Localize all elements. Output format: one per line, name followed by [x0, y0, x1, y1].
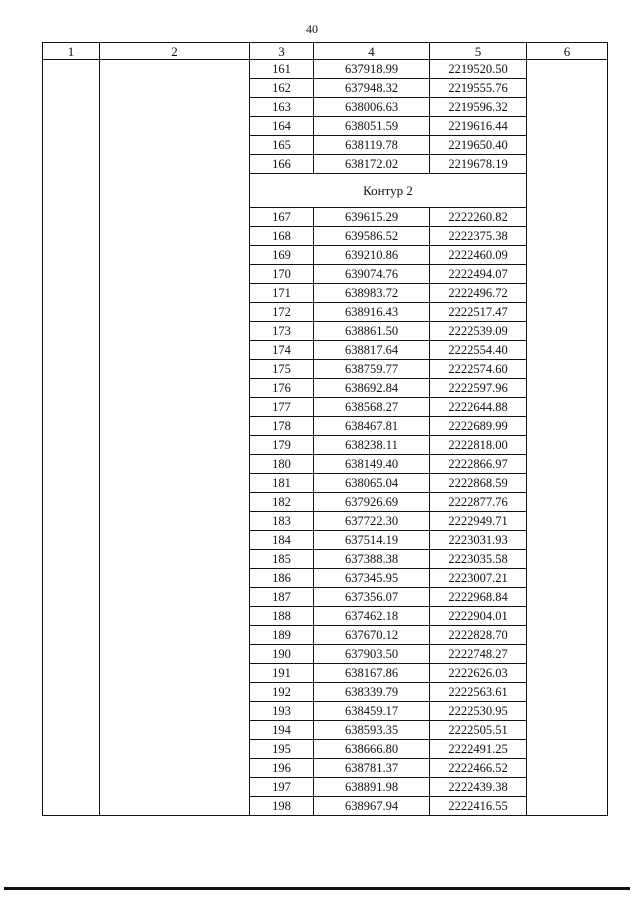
y-coordinate-cell: 2222904.01 — [430, 607, 527, 626]
point-number-cell: 173 — [250, 322, 314, 341]
coordinates-table — [42, 42, 608, 816]
point-number-cell: 175 — [250, 360, 314, 379]
y-coordinate-cell: 2222375.38 — [430, 227, 527, 246]
x-coordinate-cell: 639586.52 — [314, 227, 430, 246]
table-row — [43, 60, 608, 79]
x-coordinate-cell: 638781.37 — [314, 759, 430, 778]
column-header-2: 2 — [100, 43, 250, 60]
y-coordinate-cell: 2222949.71 — [430, 512, 527, 531]
x-coordinate-cell: 638065.04 — [314, 474, 430, 493]
y-coordinate-cell: 2222554.40 — [430, 341, 527, 360]
x-coordinate-cell: 637722.30 — [314, 512, 430, 531]
page-number: 40 — [306, 22, 318, 36]
y-coordinate-cell: 2222626.03 — [430, 664, 527, 683]
y-coordinate-cell: 2222460.09 — [430, 246, 527, 265]
bottom-rule — [4, 887, 630, 890]
point-number-cell: 197 — [250, 778, 314, 797]
y-coordinate-cell: 2222818.00 — [430, 436, 527, 455]
point-number-cell: 187 — [250, 588, 314, 607]
header-row — [43, 43, 608, 60]
x-coordinate-cell: 638967.94 — [314, 797, 430, 816]
column-header-4: 4 — [314, 43, 430, 60]
point-number-cell: 183 — [250, 512, 314, 531]
contour-label: Контур 2 — [250, 174, 527, 208]
column-header-3: 3 — [250, 43, 314, 60]
y-coordinate-cell: 2222563.61 — [430, 683, 527, 702]
y-coordinate-cell: 2223035.58 — [430, 550, 527, 569]
y-coordinate-cell: 2222416.55 — [430, 797, 527, 816]
y-coordinate-cell: 2222748.27 — [430, 645, 527, 664]
point-number-cell: 184 — [250, 531, 314, 550]
point-number-cell: 191 — [250, 664, 314, 683]
point-number-cell: 186 — [250, 569, 314, 588]
x-coordinate-cell: 638759.77 — [314, 360, 430, 379]
x-coordinate-cell: 638119.78 — [314, 136, 430, 155]
y-coordinate-cell: 2219650.40 — [430, 136, 527, 155]
point-number-cell: 172 — [250, 303, 314, 322]
y-coordinate-cell: 2222574.60 — [430, 360, 527, 379]
point-number-cell: 188 — [250, 607, 314, 626]
point-number-cell: 196 — [250, 759, 314, 778]
point-number-cell: 185 — [250, 550, 314, 569]
column-header-1: 1 — [43, 43, 100, 60]
point-number-cell: 163 — [250, 98, 314, 117]
y-coordinate-cell: 2222868.59 — [430, 474, 527, 493]
y-coordinate-cell: 2223031.93 — [430, 531, 527, 550]
point-number-cell: 176 — [250, 379, 314, 398]
y-coordinate-cell: 2222644.88 — [430, 398, 527, 417]
x-coordinate-cell: 639210.86 — [314, 246, 430, 265]
y-coordinate-cell: 2222517.47 — [430, 303, 527, 322]
y-coordinate-cell: 2222491.25 — [430, 740, 527, 759]
x-coordinate-cell: 638149.40 — [314, 455, 430, 474]
point-number-cell: 195 — [250, 740, 314, 759]
x-coordinate-cell: 639074.76 — [314, 265, 430, 284]
point-number-cell: 179 — [250, 436, 314, 455]
column-header-6: 6 — [527, 43, 608, 60]
x-coordinate-cell: 638238.11 — [314, 436, 430, 455]
point-number-cell: 167 — [250, 208, 314, 227]
point-number-cell: 166 — [250, 155, 314, 174]
point-number-cell: 171 — [250, 284, 314, 303]
table-body — [43, 60, 608, 816]
y-coordinate-cell: 2219520.50 — [430, 60, 527, 79]
point-number-cell: 182 — [250, 493, 314, 512]
y-coordinate-cell: 2222968.84 — [430, 588, 527, 607]
y-coordinate-cell: 2219555.76 — [430, 79, 527, 98]
x-coordinate-cell: 637388.38 — [314, 550, 430, 569]
y-coordinate-cell: 2222466.52 — [430, 759, 527, 778]
point-number-cell: 181 — [250, 474, 314, 493]
y-coordinate-cell: 2219616.44 — [430, 117, 527, 136]
point-number-cell: 162 — [250, 79, 314, 98]
x-coordinate-cell: 637926.69 — [314, 493, 430, 512]
point-number-cell: 165 — [250, 136, 314, 155]
x-coordinate-cell: 637948.32 — [314, 79, 430, 98]
x-coordinate-cell: 638339.79 — [314, 683, 430, 702]
y-coordinate-cell: 2222866.97 — [430, 455, 527, 474]
x-coordinate-cell: 638006.63 — [314, 98, 430, 117]
point-number-cell: 177 — [250, 398, 314, 417]
x-coordinate-cell: 637670.12 — [314, 626, 430, 645]
point-number-cell: 169 — [250, 246, 314, 265]
point-number-cell: 178 — [250, 417, 314, 436]
x-coordinate-cell: 638459.17 — [314, 702, 430, 721]
x-coordinate-cell: 638817.64 — [314, 341, 430, 360]
point-number-cell: 180 — [250, 455, 314, 474]
x-coordinate-cell: 637918.99 — [314, 60, 430, 79]
column-2-cell — [100, 60, 250, 816]
x-coordinate-cell: 637903.50 — [314, 645, 430, 664]
x-coordinate-cell: 637462.18 — [314, 607, 430, 626]
y-coordinate-cell: 2222597.96 — [430, 379, 527, 398]
point-number-cell: 170 — [250, 265, 314, 284]
y-coordinate-cell: 2222496.72 — [430, 284, 527, 303]
point-number-cell: 174 — [250, 341, 314, 360]
x-coordinate-cell: 638568.27 — [314, 398, 430, 417]
y-coordinate-cell: 2222539.09 — [430, 322, 527, 341]
column-1-cell — [43, 60, 100, 816]
point-number-cell: 161 — [250, 60, 314, 79]
y-coordinate-cell: 2222828.70 — [430, 626, 527, 645]
x-coordinate-cell: 639615.29 — [314, 208, 430, 227]
column-6-cell — [527, 60, 608, 816]
point-number-cell: 194 — [250, 721, 314, 740]
point-number-cell: 164 — [250, 117, 314, 136]
x-coordinate-cell: 638666.80 — [314, 740, 430, 759]
table-header — [43, 43, 608, 60]
y-coordinate-cell: 2219596.32 — [430, 98, 527, 117]
y-coordinate-cell: 2222689.99 — [430, 417, 527, 436]
x-coordinate-cell: 637345.95 — [314, 569, 430, 588]
point-number-cell: 192 — [250, 683, 314, 702]
y-coordinate-cell: 2219678.19 — [430, 155, 527, 174]
point-number-cell: 168 — [250, 227, 314, 246]
x-coordinate-cell: 637514.19 — [314, 531, 430, 550]
x-coordinate-cell: 638593.35 — [314, 721, 430, 740]
x-coordinate-cell: 638916.43 — [314, 303, 430, 322]
x-coordinate-cell: 638467.81 — [314, 417, 430, 436]
x-coordinate-cell: 638692.84 — [314, 379, 430, 398]
y-coordinate-cell: 2223007.21 — [430, 569, 527, 588]
y-coordinate-cell: 2222877.76 — [430, 493, 527, 512]
x-coordinate-cell: 638172.02 — [314, 155, 430, 174]
y-coordinate-cell: 2222260.82 — [430, 208, 527, 227]
y-coordinate-cell: 2222505.51 — [430, 721, 527, 740]
point-number-cell: 189 — [250, 626, 314, 645]
x-coordinate-cell: 637356.07 — [314, 588, 430, 607]
column-header-5: 5 — [430, 43, 527, 60]
y-coordinate-cell: 2222494.07 — [430, 265, 527, 284]
y-coordinate-cell: 2222530.95 — [430, 702, 527, 721]
x-coordinate-cell: 638861.50 — [314, 322, 430, 341]
x-coordinate-cell: 638891.98 — [314, 778, 430, 797]
y-coordinate-cell: 2222439.38 — [430, 778, 527, 797]
point-number-cell: 190 — [250, 645, 314, 664]
point-number-cell: 193 — [250, 702, 314, 721]
x-coordinate-cell: 638983.72 — [314, 284, 430, 303]
point-number-cell: 198 — [250, 797, 314, 816]
x-coordinate-cell: 638167.86 — [314, 664, 430, 683]
x-coordinate-cell: 638051.59 — [314, 117, 430, 136]
